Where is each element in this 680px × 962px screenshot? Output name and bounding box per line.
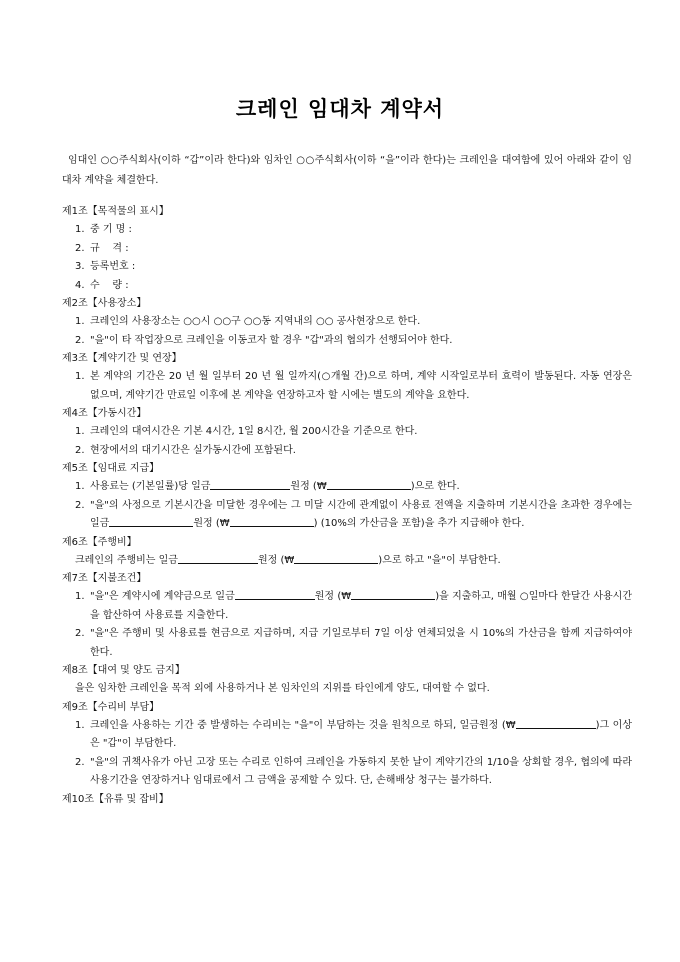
article-9 [62,699,632,791]
list-item: 1. 본 계약의 기간은 20 년 월 일부터 20 년 월 일까지(○개월 간)으로 하며, 계약 시작일로부터 효력이 발동된다. 자동 연장은 없으며, 계약기간 만료일 이후에 본 계약을 연장하고자 할 시에는 별도의 계약을 요한다. [75,371,632,401]
article-title: 제1조【목적물의 표시】 [62,206,169,217]
article-title: 제6조【주행비】 [62,536,137,548]
list-item: 1. "을"은 계약시에 계약금으로 일금 원정 (₩ )을 지출하고, 매월 ○일마다 한달간 사용시간을 합산하여 사용료를 지출한다. [62,588,632,625]
article-7 [62,570,632,662]
article-title: 제5조【임대료 지급】 [62,463,160,474]
article-title: 제7조【지불조건】 [62,573,147,584]
document-title: 크레인 임대차 계약서 [235,97,445,121]
article-title: 제3조【계약기간 및 연장】 [62,353,182,364]
list-item: 2. "을"의 사정으로 기본시간을 미달한 경우에는 그 미달 시간에 관계없이 사용료 전액을 지출하며 기본시간을 초과한 경우에는 일금 원정 (₩ ) (10%의 가산금을 포함)을 추가 지급해야 한다. [75,499,632,529]
intro-paragraph [62,151,632,191]
article-title: 제9조【수리비 부담】 [62,701,160,713]
amount-blank [210,478,290,490]
amount-blank [235,588,315,600]
article-title: 제4조【가동시간】 [62,408,147,419]
article-10 [62,791,632,809]
list-item: 2. "을"은 주행비 및 사용료를 현금으로 지급하며, 지급 기일로부터 7일 이상 연체되었을 시 10%의 가산금을 함께 지급하여야 한다. [75,628,632,658]
list-item: 1. 크레인을 사용하는 기간 중 발생하는 수리비는 "을"이 부담하는 것을 원칙으로 하되, 일금원정 (₩ )그 이상은 "갑"이 부담한다. [62,717,632,754]
list-item: 2. "을"의 귀책사유가 아닌 고장 또는 수리로 인하여 크레인을 가동하지 못한 날이 계약기간의 1/10을 상회할 경우, 협의에 따라 사용기간을 연장하거나 임대료에서 그 금액을 공제할 수 있다. 단, 손해배상 청구는 불가하다. [75,756,632,786]
list-item: 3. 등록번호 : [75,261,136,272]
article-title: 제8조【대여 및 양도 금지】 [62,665,185,676]
article-1 [62,203,632,295]
contract-body [62,203,632,809]
article-8 [62,662,632,699]
amount-blank [230,515,314,527]
list-item: 1. 사용료는 (기본일률)당 일금 원정 (₩ )으로 한다. [62,478,632,497]
amount-blank [351,588,435,600]
article-6 [62,534,632,571]
amount-blank [294,552,378,564]
article-title: 제2조【사용장소】 [62,298,147,309]
list-item: 1. 크레인의 대여시간은 기본 4시간, 1일 8시간, 월 200시간을 기준으로 한다. [75,426,418,437]
article-2 [62,295,632,350]
article-5 [62,460,632,534]
list-item: 4. 수 량 : [75,279,129,291]
list-item: 2. 현장에서의 대기시간은 실가동시간에 포함된다. [75,444,296,456]
amount-blank [109,515,193,527]
list-item: 2. 규 격 : [75,242,129,254]
list-item: 1. 크레인의 사용장소는 ○○시 ○○구 ○○동 지역내의 ○○ 공사현장으로 한다. [75,316,421,327]
article-paragraph: 크레인의 주행비는 일금 원정 (₩ )으로 하고 "을"이 부담한다. [62,552,632,571]
article-3 [62,350,632,405]
amount-blank [327,478,411,490]
list-item: 1. 중 기 명 : [75,224,132,235]
article-4 [62,405,632,460]
article-paragraph: 을은 임차한 크레인을 목적 외에 사용하거나 본 임차인의 지위를 타인에게 양도, 대여할 수 없다. [75,683,490,694]
amount-blank [178,552,258,564]
article-title: 제10조【유류 및 잡비】 [62,793,169,805]
intro-text: 임대인 ○○주식회사(이하 “갑”이라 한다)와 임차인 ○○주식회사(이하 “을”이라 한다)는 크레인을 대여함에 있어 아래와 같이 임대차 계약을 체결한다. [62,155,632,186]
list-item: 2. "을"이 타 작업장으로 크레인을 이동코자 할 경우 "갑"과의 협의가 선행되어야 한다. [75,334,453,346]
amount-blank [516,717,596,729]
